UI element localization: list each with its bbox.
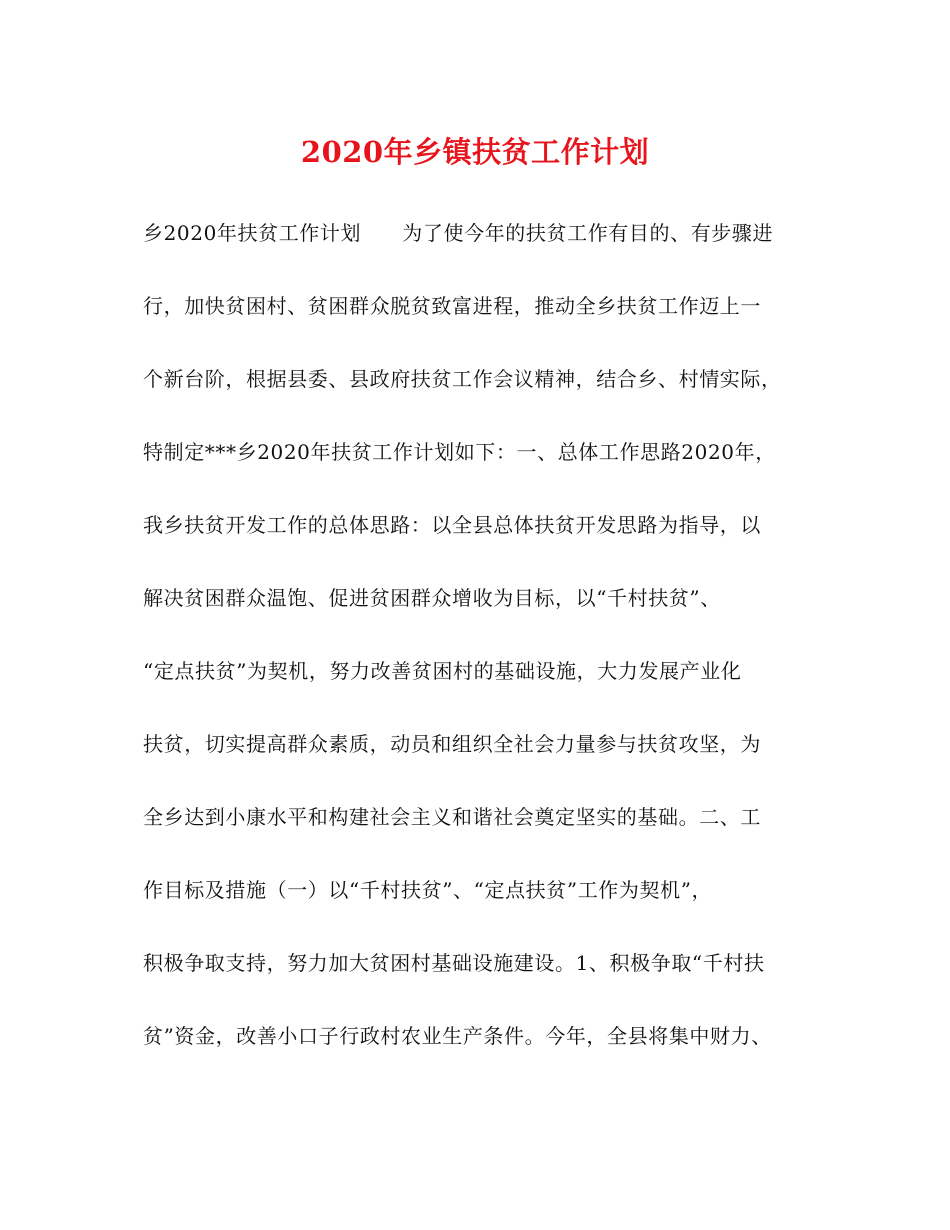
- body-line: 贫”资金，改善小口子行政村农业生产条件。今年，全县将集中财力、: [143, 1024, 772, 1048]
- body-line: 作目标及措施（一）以“千村扶贫”、“定点扶贫”工作为契机”，: [143, 878, 713, 902]
- body-line: 全乡达到小康水平和构建社会主义和谐社会奠定坚实的基础。二、工: [143, 805, 761, 829]
- body-line: 个新台阶，根据县委、县政府扶贫工作会议精神，结合乡、村情实际，: [143, 367, 782, 391]
- document-title: 2020年乡镇扶贫工作计划: [300, 135, 650, 169]
- body-line: 解决贫困群众温饱、促进贫困群众增收为目标，以“千村扶贫”、: [143, 586, 721, 610]
- body-line: 扶贫，切实提高群众素质，动员和组织全社会力量参与扶贫攻坚，为: [143, 732, 761, 756]
- body-line: “定点扶贫”为契机，努力改善贫困村的基础设施，大力发展产业化: [143, 659, 742, 683]
- body-line: 行，加快贫困村、贫困群众脱贫致富进程，推动全乡扶贫工作迈上一: [143, 294, 761, 318]
- body-line: 乡2020年扶贫工作计划 为了使今年的扶贫工作有目的、有步骤进: [143, 221, 774, 245]
- body-line: 积极争取支持，努力加大贫困村基础设施建设。1、积极争取“千村扶: [143, 951, 765, 975]
- body-line: 特制定***乡2020年扶贫工作计划如下：一、总体工作思路2020年，: [143, 440, 776, 464]
- body-line: 我乡扶贫开发工作的总体思路：以全县总体扶贫开发思路为指导，以: [143, 513, 761, 537]
